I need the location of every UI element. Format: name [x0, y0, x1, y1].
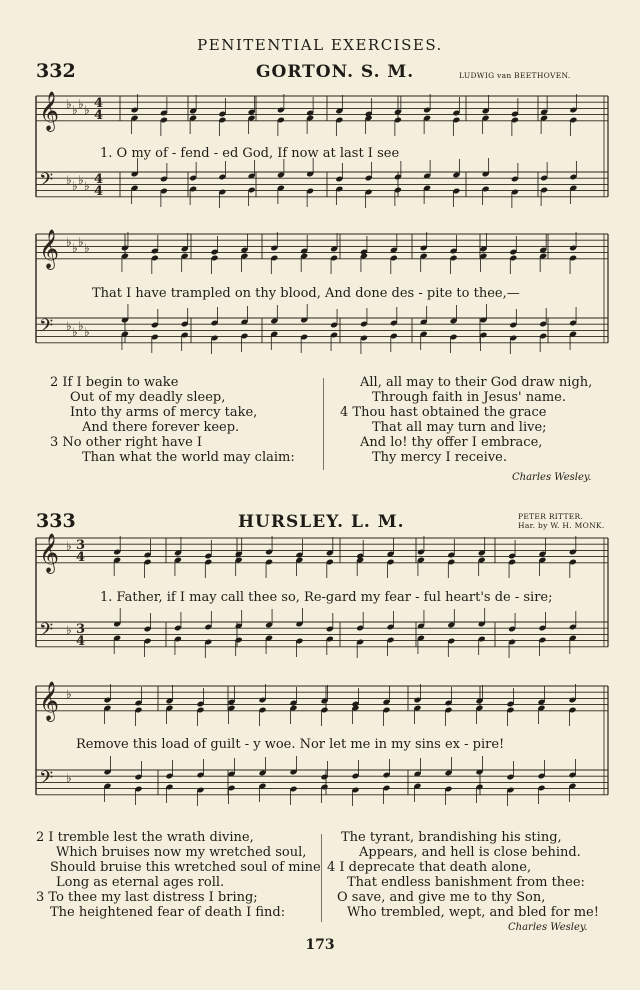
hymn-number: 333 — [36, 510, 76, 532]
verse-line: 4 I deprecate that death alone, — [327, 860, 532, 875]
verse-line: The heightened fear of death I find: — [50, 905, 286, 920]
verse-line: Through faith in Jesus' name. — [372, 390, 566, 405]
verse-line: Appears, and hell is close behind. — [359, 845, 581, 860]
hymn-title: GORTON. S. M. — [256, 62, 415, 82]
flat-sign-icon: ♭ — [78, 319, 84, 333]
verse-line: Should bruise this wretched soul of mine — [50, 860, 321, 875]
flat-sign-icon: ♭ — [72, 241, 78, 255]
author-attribution: Charles Wesley. — [512, 472, 592, 483]
flat-sign-icon: ♭ — [84, 179, 90, 193]
harmonizer-name: Har. by W. H. MONK. — [518, 521, 605, 530]
verse-line: All, all may to their God draw nigh, — [360, 375, 593, 390]
verse-line: 2 I tremble lest the wrath divine, — [36, 830, 254, 845]
flat-sign-icon: ♭ — [78, 173, 84, 187]
verse-line: And there forever keep. — [82, 420, 240, 435]
time-signature-icon: 4 — [76, 550, 86, 565]
flat-sign-icon: ♭ — [78, 97, 84, 111]
lyric-line: That I have trampled on thy blood, And done des - pite to thee,— — [92, 286, 520, 301]
treble-clef-icon: 𝄞 — [39, 229, 60, 269]
lyric-line: 1. Father, if I may call thee so, Re-gard my fear - ful heart's de - sire; — [100, 590, 553, 605]
flat-sign-icon: ♭ — [72, 103, 78, 117]
lyric-line: Remove this load of guilt - y woe. Nor let me in my sins ex - pire! — [76, 737, 505, 752]
treble-clef-icon: 𝄞 — [39, 533, 60, 573]
hymn-number: 332 — [36, 60, 76, 82]
bass-clef-icon: 𝄢 — [39, 768, 54, 793]
verse-line: Thy mercy I receive. — [372, 450, 507, 465]
flat-sign-icon: ♭ — [66, 319, 72, 333]
page-number: 173 — [305, 937, 335, 953]
verse-line: Out of my deadly sleep, — [70, 390, 226, 405]
verse-line: Into thy arms of mercy take, — [70, 405, 258, 420]
verse-column-left — [50, 375, 295, 465]
author-attribution: Charles Wesley. — [508, 922, 588, 933]
verse-line: Who trembled, wept, and bled for me! — [347, 905, 599, 920]
flat-sign-icon: ♭ — [84, 241, 90, 255]
verse-line: 2 If I begin to wake — [50, 375, 179, 390]
flat-sign-icon: ♭ — [66, 97, 72, 111]
composer-name: PETER RITTER. — [518, 512, 584, 521]
column-divider — [323, 378, 324, 470]
flat-sign-icon: ♭ — [66, 687, 72, 701]
flat-sign-icon: ♭ — [72, 325, 78, 339]
verse-line: That all may turn and live; — [372, 420, 547, 435]
verse-line: The tyrant, brandishing his sting, — [341, 830, 562, 845]
time-signature-icon: 4 — [76, 634, 86, 649]
verse-line: And lo! thy offer I embrace, — [360, 435, 543, 450]
treble-clef-icon: 𝄞 — [39, 681, 60, 721]
time-signature-icon: 4 — [94, 184, 104, 199]
flat-sign-icon: ♭ — [66, 539, 72, 553]
verse-line: Which bruises now my wretched soul, — [56, 845, 307, 860]
verse-column-left — [36, 830, 321, 920]
verse-line: Long as eternal ages roll. — [56, 875, 225, 890]
bass-clef-icon: 𝄢 — [39, 316, 54, 341]
composer-credit — [518, 512, 605, 530]
composer-credit: LUDWIG van BEETHOVEN. — [459, 71, 571, 80]
verse-line: Than what the world may claim: — [82, 450, 295, 465]
flat-sign-icon: ♭ — [66, 173, 72, 187]
bass-clef-icon: 𝄢 — [39, 620, 54, 645]
time-signature-icon: 4 — [94, 172, 104, 187]
flat-sign-icon: ♭ — [84, 325, 90, 339]
time-signature-icon: 3 — [76, 622, 86, 637]
verse-line: 3 No other right have I — [50, 435, 203, 450]
time-signature-icon: 4 — [94, 96, 104, 111]
verse-line: 4 Thou hast obtained the grace — [340, 405, 547, 420]
flat-sign-icon: ♭ — [66, 771, 72, 785]
column-divider — [321, 834, 322, 922]
time-signature-icon: 3 — [76, 538, 86, 553]
bass-clef-icon: 𝄢 — [39, 170, 54, 195]
verse-line: O save, and give me to thy Son, — [337, 890, 546, 905]
verse-line: 3 To thee my last distress I bring; — [36, 890, 258, 905]
flat-sign-icon: ♭ — [78, 235, 84, 249]
flat-sign-icon: ♭ — [66, 235, 72, 249]
treble-clef-icon: 𝄞 — [39, 91, 60, 131]
page-header: PENITENTIAL EXERCISES. — [197, 36, 443, 54]
time-signature-icon: 4 — [94, 108, 104, 123]
hymn-title: HURSLEY. L. M. — [238, 512, 405, 532]
lyric-line: 1. O my of - fend - ed God, If now at last I see — [100, 146, 400, 161]
flat-sign-icon: ♭ — [72, 179, 78, 193]
verse-line: That endless banishment from thee: — [347, 875, 585, 890]
verse-column-right — [327, 830, 599, 920]
flat-sign-icon: ♭ — [84, 103, 90, 117]
flat-sign-icon: ♭ — [66, 623, 72, 637]
verse-column-right — [340, 375, 592, 465]
